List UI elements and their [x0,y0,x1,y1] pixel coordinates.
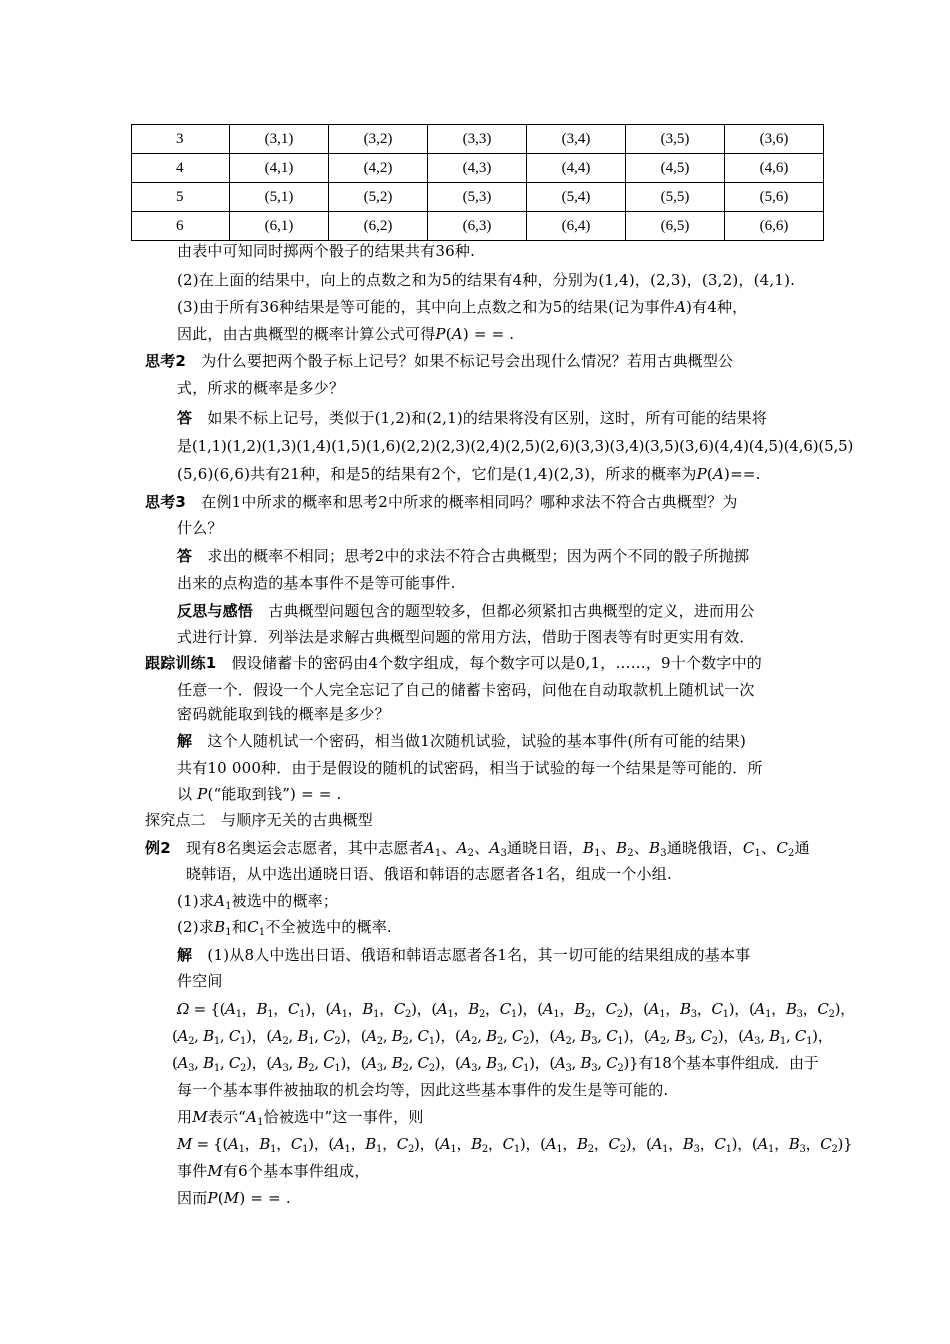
paragraph-line: 以 P(“能取到钱”) = = . [177,785,342,803]
paragraph-line: 因此，由古典概型的概率计算公式可得P(A) = = . [177,325,515,343]
paragraph-line: 密码就能取到钱的概率是多少？ [177,705,390,723]
row-label: 6 [132,212,230,241]
paragraph-line: 共有10 000种．由于是假设的随机的试密码，相当于试验的每一个结果是等可能的．所 [177,759,763,777]
example2-solution: 解 (1)从8人中选出日语、俄语和韩语志愿者各1名，其一切可能的结果组成的基本事 [177,946,751,964]
paragraph-line: 事件M有6个基本事件组成， [177,1162,370,1180]
table-cell: (6,1) [230,212,329,241]
row-label: 3 [132,125,230,154]
table-cell: (3,3) [428,125,527,154]
question-2: (2)求$B_1$和$C_1$不全被选中的概率. [177,918,392,938]
table-cell: (5,4) [527,183,626,212]
table-cell: (4,1) [230,154,329,183]
paragraph-line: 晓韩语，从中选出通晓日语、俄语和韩语的志愿者各1名，组成一个小组. [186,865,672,883]
sample-space-line: $\Omega = \{(A_1$，$B_1$，$C_1$)，($A_1$，$B_1$，$C_2$)，($A_1$，$B_2$，$C_1$)，($A_1$，$B_2$，$C_2$)，($A_1$，$B_3$，$C_1$)，($A_1$，$B_3$，$C_2$)， [177,1000,855,1020]
training-question: 跟踪训练1 假设储蓄卡的密码由4个数字组成，每个数字可以是0,1，……，9十个数字中的 [145,654,762,672]
paragraph-line: 什么？ [177,519,223,537]
example2-statement: 例2 现有8名奥运会志愿者，其中志愿者$A_1$、$A_2$、$A_3$通晓日语，$B_1$、$B_2$、$B_3$通晓俄语，$C_1$、$C_2$通 [145,839,810,859]
table-cell: (6,6) [725,212,824,241]
think2-answer: 答 如果不标上记号，类似于(1,2)和(2,1)的结果将没有区别，这时，所有可能的结果将 [177,409,767,427]
paragraph-line: 用M表示“$A_1$恰被选中”这一事件，则 [177,1108,424,1128]
think3-answer: 答 求出的概率不相同；思考2中的求法不符合古典概型；因为两个不同的骰子所抛掷 [177,547,750,565]
paragraph-line: 出来的点构造的基本事件不是等可能事件. [177,574,456,592]
sample-space-line: ($A_3$, $B_1$, $C_2$)，($A_3$, $B_2$, $C_1$)，($A_3$, $B_2$, $C_2$)，($A_3$, $B_3$, $C_1$)，($A_3$, $B_3$, $C_2$)}有18个基本事件组成．由于 [172,1054,819,1074]
row-label: 5 [132,183,230,212]
paragraph-line: 是(1,1)(1,2)(1,3)(1,4)(1,5)(1,6)(2,2)(2,3)(2,4)(2,5)(2,6)(3,3)(3,4)(3,5)(3,6)(4,4)(4,5)(4,6)(5,5) [177,437,854,455]
row-label: 4 [132,154,230,183]
table-row [132,212,824,241]
paragraph-line: 件空间 [177,972,223,990]
paragraph-line: (3)由于所有36种结果是等可能的，其中向上点数之和为5的结果(记为事件A)有4种， [177,298,748,316]
table-cell: (5,2) [329,183,428,212]
paragraph-line: 任意一个．假设一个人完全忘记了自己的储蓄卡密码，问他在自动取款机上随机试一次 [177,681,755,699]
table-cell: (6,3) [428,212,527,241]
paragraph-line: 式，所求的概率是多少？ [177,379,345,397]
table-cell: (3,1) [230,125,329,154]
table-cell: (3,6) [725,125,824,154]
paragraph-line: 由表中可知同时掷两个骰子的结果共有36种. [177,242,476,260]
reflection-line: 反思与感悟 古典概型问题包含的题型较多，但都必须紧扣古典概型的定义，进而用公 [177,602,755,620]
table-cell: (3,5) [626,125,725,154]
training-solution: 解 这个人随机试一个密码，相当做1次随机试验，试验的基本事件(所有可能的结果) [177,732,747,750]
table-cell: (4,4) [527,154,626,183]
table-row [132,154,824,183]
table-cell: (3,2) [329,125,428,154]
question-1: (1)求$A_1$被选中的概率； [177,892,339,912]
event-m-line: $M = \{(A_1$，$B_1$，$C_1$)，($A_1$，$B_1$，$C_2$)，($A_1$，$B_2$，$C_1$)，($A_1$，$B_2$，$C_2$)，($A_1$，$B_3$，$C_1$)，($A_1$，$B_3$，$C_2$)} [177,1135,853,1155]
table-cell: (4,6) [725,154,824,183]
table-cell: (6,2) [329,212,428,241]
think2-question: 思考2 为什么要把两个骰子标上记号？如果不标记号会出现什么情况？若用古典概型公 [145,352,734,370]
paragraph-line: 式进行计算．列举法是求解古典概型问题的常用方法，借助于图表等有时更实用有效． [177,628,755,646]
paragraph-line: (2)在上面的结果中，向上的点数之和为5的结果有4种，分别为(1,4)，(2,3)，(3,2)，(4,1). [177,271,796,289]
table-cell: (6,5) [626,212,725,241]
table-cell: (5,3) [428,183,527,212]
paragraph-line: 每一个基本事件被抽取的机会均等，因此这些基本事件的发生是等可能的. [177,1081,669,1099]
paragraph-line: 因而P(M) = = . [177,1189,291,1207]
dice-outcome-table [131,124,824,241]
table-cell: (4,5) [626,154,725,183]
section-heading: 探究点二 与顺序无关的古典概型 [145,811,374,829]
table-cell: (5,1) [230,183,329,212]
table-row [132,125,824,154]
table-cell: (4,2) [329,154,428,183]
table-row [132,183,824,212]
paragraph-line: (5,6)(6,6)共有21种，和是5的结果有2个，它们是(1,4)(2,3)，所求的概率为P(A)==. [177,465,761,483]
table-cell: (6,4) [527,212,626,241]
sample-space-line: ($A_2$, $B_1$, $C_1$)，($A_2$, $B_1$, $C_2$)，($A_2$, $B_2$, $C_1$)，($A_2$, $B_2$, $C_2$)，($A_2$, $B_3$, $C_1$)，($A_2$, $B_3$, $C_2$)，($A_3$, $B_1$, $C_1$)， [172,1027,833,1047]
think3-question: 思考3 在例1中所求的概率和思考2中所求的概率相同吗？哪种求法不符合古典概型？为 [145,493,738,511]
table-cell: (5,5) [626,183,725,212]
table-cell: (3,4) [527,125,626,154]
table-cell: (4,3) [428,154,527,183]
table-cell: (5,6) [725,183,824,212]
